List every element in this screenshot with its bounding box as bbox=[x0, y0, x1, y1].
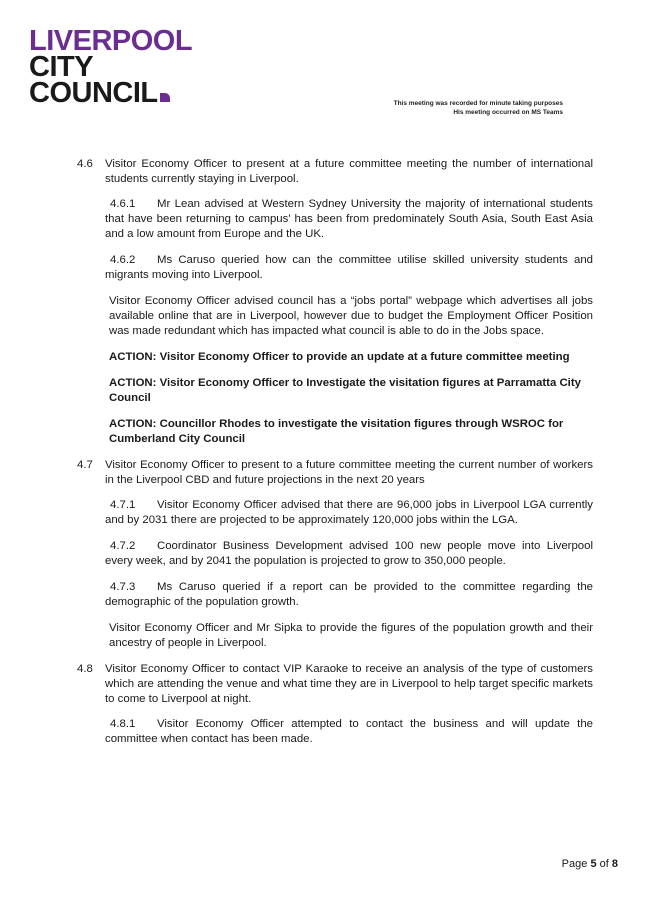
sub-item-4-7-1 bbox=[105, 498, 593, 528]
sub-item-number: 4.7.2 bbox=[110, 540, 136, 552]
item-text: Visitor Economy Officer to present to a future committee meeting the current number of workers in the Liverpool CBD and future projections in the next 20 years bbox=[105, 459, 593, 486]
logo-line-liverpool: LIVERPOOL bbox=[29, 25, 193, 57]
item-text: Visitor Economy Officer to present at a future committee meeting the number of international students currently staying in Liverpool. bbox=[105, 158, 593, 185]
page-number bbox=[562, 858, 618, 870]
sub-item-text: Coordinator Business Development advised 100 new people move into Liverpool every week, and by 2041 the population is projected to grow to 350,000 people. bbox=[105, 540, 593, 567]
sub-item-text: Mr Lean advised at Western Sydney University the majority of international students that have been returning to campus' has been from predominately South Asia, South East Asia and a low amount from Europe and the UK. bbox=[105, 198, 593, 240]
logo-line-council bbox=[29, 77, 192, 109]
header-note bbox=[394, 99, 563, 117]
sub-item-4-6-2 bbox=[105, 253, 593, 283]
action-update-future-meeting: ACTION: Visitor Economy Officer to provide an update at a future committee meeting bbox=[109, 351, 570, 363]
page-current: 5 bbox=[590, 858, 597, 870]
sub-item-number: 4.8.1 bbox=[110, 718, 136, 730]
item-number: 4.6 bbox=[77, 158, 93, 170]
sub-item-4-7-3 bbox=[105, 580, 593, 610]
council-logo bbox=[29, 25, 193, 109]
page-prefix: Page bbox=[561, 858, 588, 870]
item-number: 4.8 bbox=[77, 663, 93, 675]
header-note-line-2: His meeting occurred on MS Teams bbox=[453, 109, 563, 116]
action-parramatta-figures: ACTION: Visitor Economy Officer to Investigate the visitation figures at Parramatta City Council bbox=[109, 377, 581, 404]
logo-line-city: CITY bbox=[29, 51, 94, 83]
sub-item-number: 4.6.1 bbox=[110, 198, 136, 210]
sub-item-text: Ms Caruso queried how can the committee utilise skilled university students and migrants moving into Liverpool. bbox=[105, 254, 593, 281]
action-cumberland-figures: ACTION: Councillor Rhodes to investigate the visitation figures through WSROC for Cumberland City Council bbox=[109, 418, 564, 445]
paragraph-population-figures: Visitor Economy Officer and Mr Sipka to provide the figures of the population growth and their ancestry of people in Liverpool. bbox=[109, 622, 593, 649]
item-number: 4.7 bbox=[77, 459, 93, 471]
item-4-8 bbox=[77, 662, 593, 707]
page-of: of bbox=[599, 858, 609, 870]
sub-item-number: 4.7.3 bbox=[110, 581, 136, 593]
logo-mark-icon bbox=[160, 93, 170, 102]
item-4-6 bbox=[77, 157, 593, 187]
sub-item-number: 4.6.2 bbox=[110, 254, 136, 266]
sub-item-number: 4.7.1 bbox=[110, 499, 136, 511]
minutes-body bbox=[77, 157, 593, 758]
paragraph-jobs-portal: Visitor Economy Officer advised council has a “jobs portal” webpage which advertises all jobs available online that are in Liverpool, however due to budget the Employment Officer Position was made redundant which has impacted what council is able to do in the Jobs space. bbox=[109, 295, 593, 337]
sub-item-4-7-2 bbox=[105, 539, 593, 569]
logo-council-text: COUNCIL bbox=[29, 77, 158, 109]
sub-item-4-6-1 bbox=[105, 197, 593, 242]
sub-item-4-8-1 bbox=[105, 717, 593, 747]
page-total: 8 bbox=[611, 858, 618, 870]
header-note-line-1: This meeting was recorded for minute taking purposes bbox=[393, 100, 563, 107]
item-4-7 bbox=[77, 458, 593, 488]
sub-item-text: Ms Caruso queried if a report can be provided to the committee regarding the demographic of the population growth. bbox=[105, 581, 593, 608]
sub-item-text: Visitor Economy Officer attempted to contact the business and will update the committee when contact has been made. bbox=[105, 718, 593, 745]
item-text: Visitor Economy Officer to contact VIP Karaoke to receive an analysis of the type of customers which are attending the venue and what time they are in Liverpool to help target specific markets to come to Liverpool at night. bbox=[105, 663, 593, 705]
sub-item-text: Visitor Economy Officer advised that there are 96,000 jobs in Liverpool LGA currently and by 2031 there are projected to be approximately 120,000 jobs within the LGA. bbox=[105, 499, 593, 526]
